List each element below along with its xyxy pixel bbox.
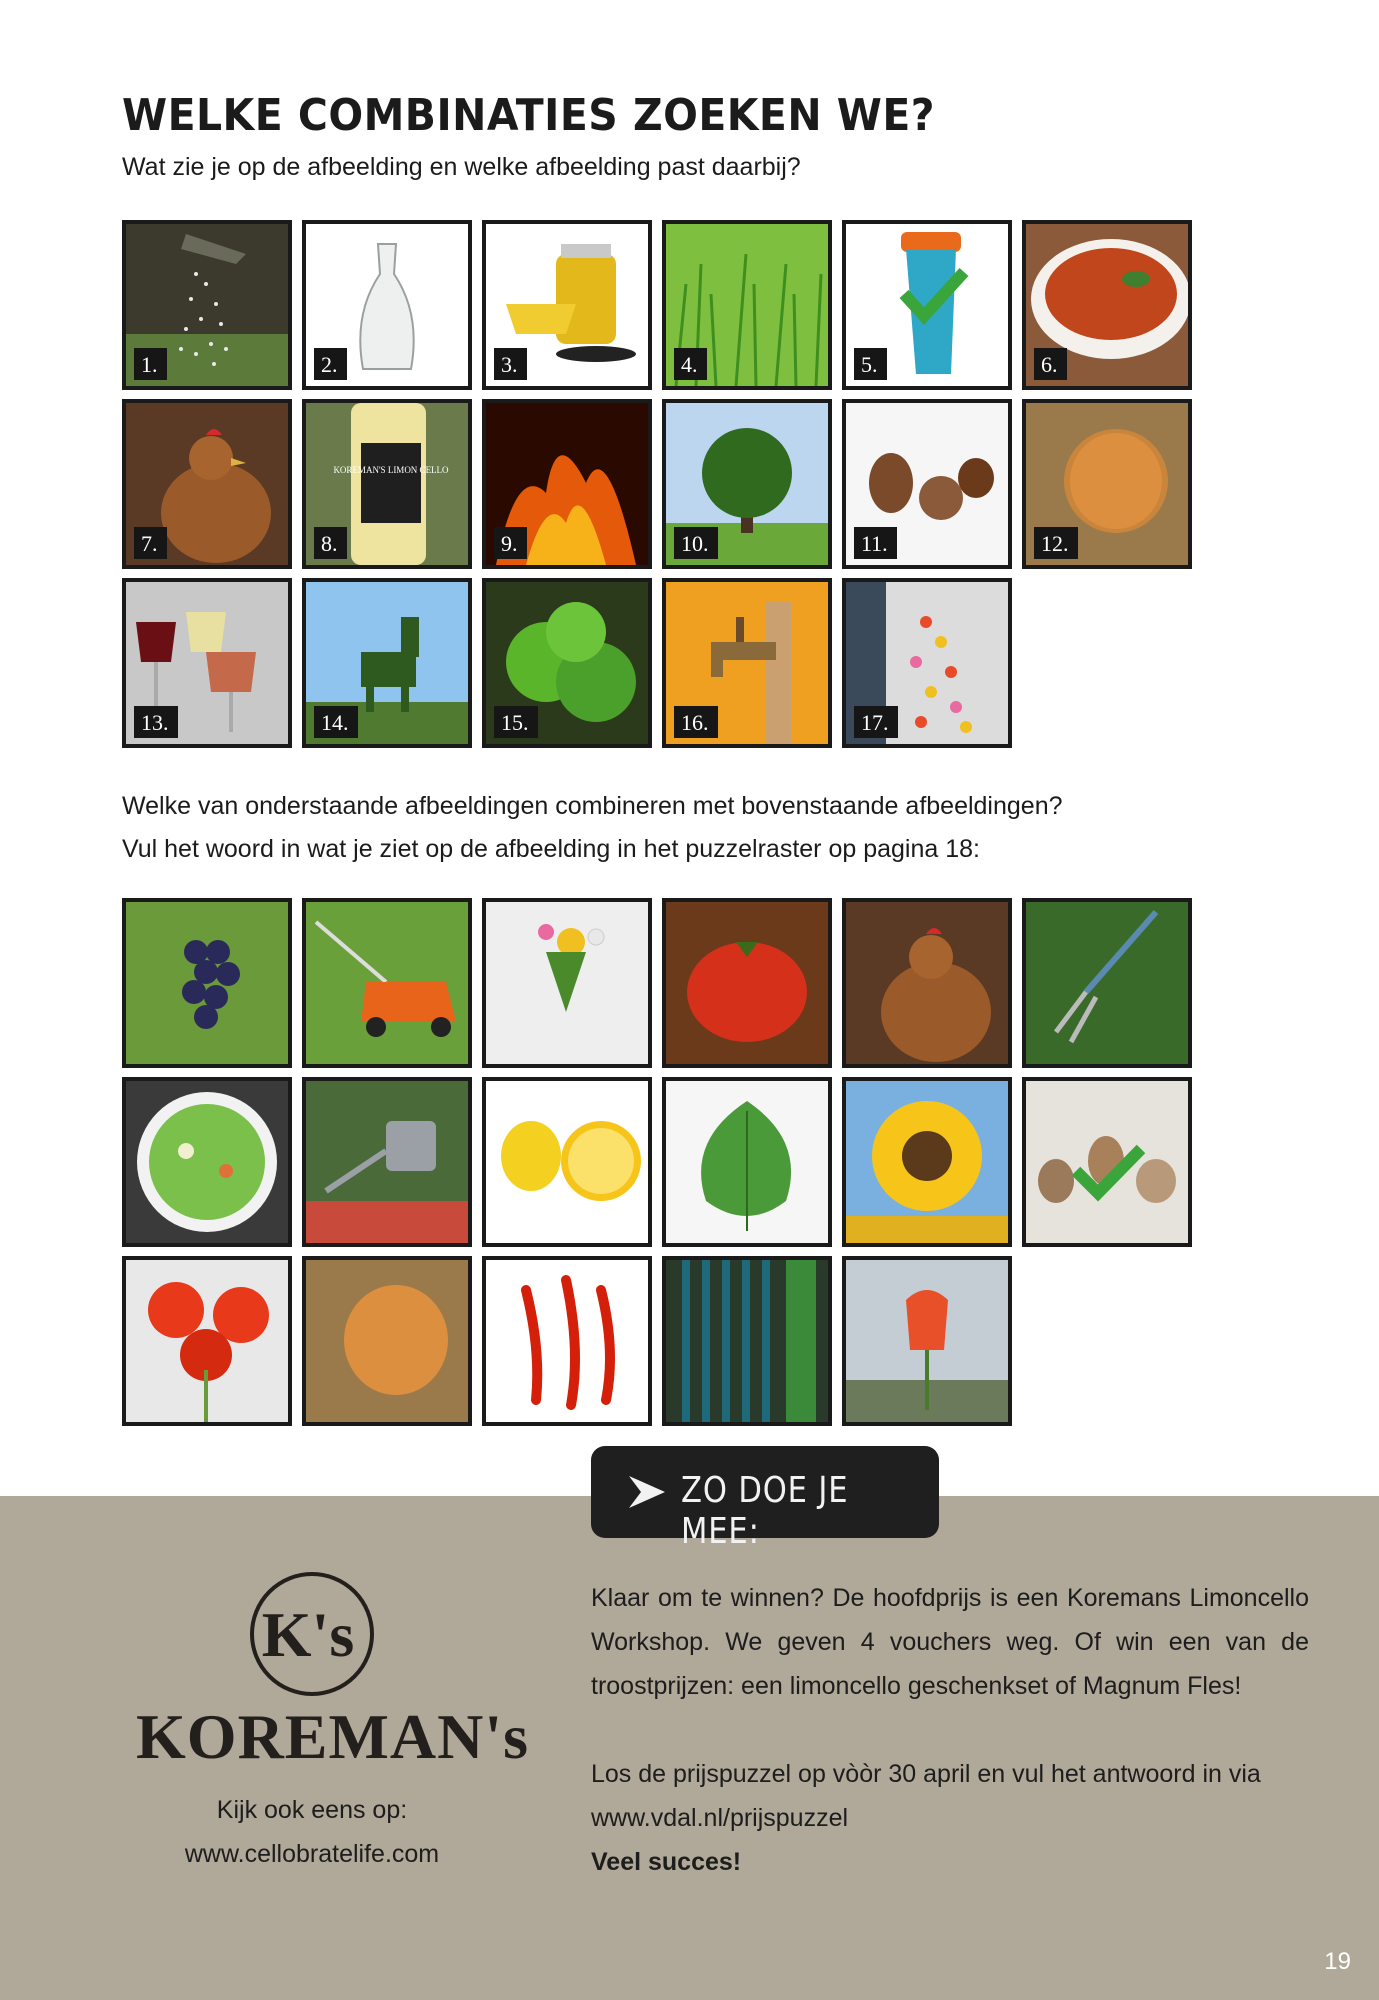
tile-number: 15. xyxy=(494,706,538,738)
tile-number: 3. xyxy=(494,348,527,380)
cta-label: ZO DOE JE MEE: xyxy=(681,1470,849,1552)
page-number: 19 xyxy=(1324,1948,1351,1975)
tile-tomato-soup[interactable] xyxy=(1022,220,1192,390)
tile-number: 10. xyxy=(674,527,718,559)
tile-chili[interactable] xyxy=(482,1256,652,1426)
tile-number: 17. xyxy=(854,706,898,738)
tile-tulip[interactable] xyxy=(842,1256,1012,1426)
tile-fire[interactable] xyxy=(482,399,652,569)
tile-tomato[interactable] xyxy=(662,898,832,1068)
tile-salad[interactable] xyxy=(122,1077,292,1247)
tile-watering-can[interactable] xyxy=(302,1077,472,1247)
tile-number: 14. xyxy=(314,706,358,738)
instruction-line-1: Welke van onderstaande afbeeldingen combineren met bovenstaande afbeeldingen? xyxy=(122,792,1063,820)
egg-icon xyxy=(306,1260,468,1422)
instruction-line-2: Vul het woord in wat je ziet op de afbeelding in het puzzelraster op pagina 18: xyxy=(122,835,980,863)
tile-number: 4. xyxy=(674,348,707,380)
tile-hedge-shears[interactable] xyxy=(1022,898,1192,1068)
gerbera-icon xyxy=(126,1260,288,1422)
tile-leaf[interactable] xyxy=(662,1077,832,1247)
tile-number: 9. xyxy=(494,527,527,559)
tile-lemon[interactable] xyxy=(482,1077,652,1247)
tile-number: 13. xyxy=(134,706,178,738)
tile-flower-bulbs[interactable] xyxy=(1022,1077,1192,1247)
tile-chicken-2[interactable] xyxy=(842,898,1012,1068)
brand-monogram-logo xyxy=(248,1570,376,1698)
tile-lettuce[interactable] xyxy=(482,578,652,748)
bottle-label: KOREMAN'S LIMON CELLO xyxy=(333,465,449,475)
prize-text xyxy=(591,1576,1309,1884)
salad-icon xyxy=(126,1081,288,1243)
tile-egg[interactable] xyxy=(1022,399,1192,569)
tile-chicken[interactable] xyxy=(122,399,292,569)
deadline-paragraph: Los de prijspuzzel op vòòr 30 april en vul het antwoord in via xyxy=(591,1760,1261,1788)
tile-number: 5. xyxy=(854,348,887,380)
tile-glass-carafe[interactable] xyxy=(302,220,472,390)
hedge-shears-icon xyxy=(1026,902,1188,1064)
tile-number: 2. xyxy=(314,348,347,380)
tile-watering-spray[interactable] xyxy=(122,220,292,390)
puzzle-link[interactable]: www.vdal.nl/prijspuzzel xyxy=(591,1804,849,1832)
tile-garden-hose[interactable] xyxy=(662,1256,832,1426)
tile-number: 11. xyxy=(854,527,897,559)
tile-number: 12. xyxy=(1034,527,1078,559)
page-title: WELKE COMBINATIES ZOEKEN WE? xyxy=(122,90,935,141)
tile-grapes[interactable] xyxy=(122,898,292,1068)
lemon-icon xyxy=(486,1081,648,1243)
leaf-icon xyxy=(666,1081,828,1243)
tile-limoncello[interactable] xyxy=(302,399,472,569)
tile-water-tap[interactable] xyxy=(662,578,832,748)
watering-can-icon xyxy=(306,1081,468,1243)
garden-hose-icon xyxy=(666,1260,828,1422)
tulip-icon xyxy=(846,1260,1008,1422)
tile-grass[interactable] xyxy=(662,220,832,390)
tile-tree[interactable] xyxy=(662,399,832,569)
arrow-right-icon xyxy=(625,1470,669,1514)
cta-banner xyxy=(591,1446,939,1552)
tile-number: 1. xyxy=(134,348,167,380)
grapes-icon xyxy=(126,902,288,1064)
tile-lawn-mower[interactable] xyxy=(302,898,472,1068)
tile-number: 6. xyxy=(1034,348,1067,380)
tile-bulb-planter[interactable] xyxy=(842,220,1012,390)
brand-website-link[interactable]: www.cellobratelife.com xyxy=(184,1840,440,1868)
tile-wine-glasses[interactable] xyxy=(122,578,292,748)
closing-text: Veel succes! xyxy=(591,1848,742,1876)
sunflower-icon xyxy=(846,1081,1008,1243)
brand-name: KOREMAN's xyxy=(136,1701,529,1772)
tile-oil-jar[interactable] xyxy=(482,220,652,390)
bouquet-icon xyxy=(486,902,648,1064)
tile-number: 16. xyxy=(674,706,718,738)
tile-tulip-bulbs[interactable] xyxy=(842,399,1012,569)
tile-sunflower[interactable] xyxy=(842,1077,1012,1247)
tile-bouquet[interactable] xyxy=(482,898,652,1068)
lawn-mower-icon xyxy=(306,902,468,1064)
tile-flower-arrangement[interactable] xyxy=(842,578,1012,748)
tile-number: 7. xyxy=(134,527,167,559)
prize-paragraph: Klaar om te winnen? De hoofdprijs is een Koremans Limoncello Workshop. We geven 4 vouchers weg. Of win een van de troostprijzen: een limoncello geschenkset of Magnum Fles! xyxy=(591,1584,1309,1700)
tile-egg-2[interactable] xyxy=(302,1256,472,1426)
chicken-icon xyxy=(846,902,1008,1064)
chili-peppers-icon xyxy=(486,1260,648,1422)
brand-monogram: K's xyxy=(261,1599,355,1670)
page-subtitle: Wat zie je op de afbeelding en welke afbeelding past daarbij? xyxy=(122,153,801,181)
brand-note-line-1: Kijk ook eens op: xyxy=(216,1796,408,1824)
tile-gerbera[interactable] xyxy=(122,1256,292,1426)
flower-bulbs-icon xyxy=(1026,1081,1188,1243)
tile-number: 8. xyxy=(314,527,347,559)
tomato-icon xyxy=(666,902,828,1064)
tile-hedge-deer[interactable] xyxy=(302,578,472,748)
